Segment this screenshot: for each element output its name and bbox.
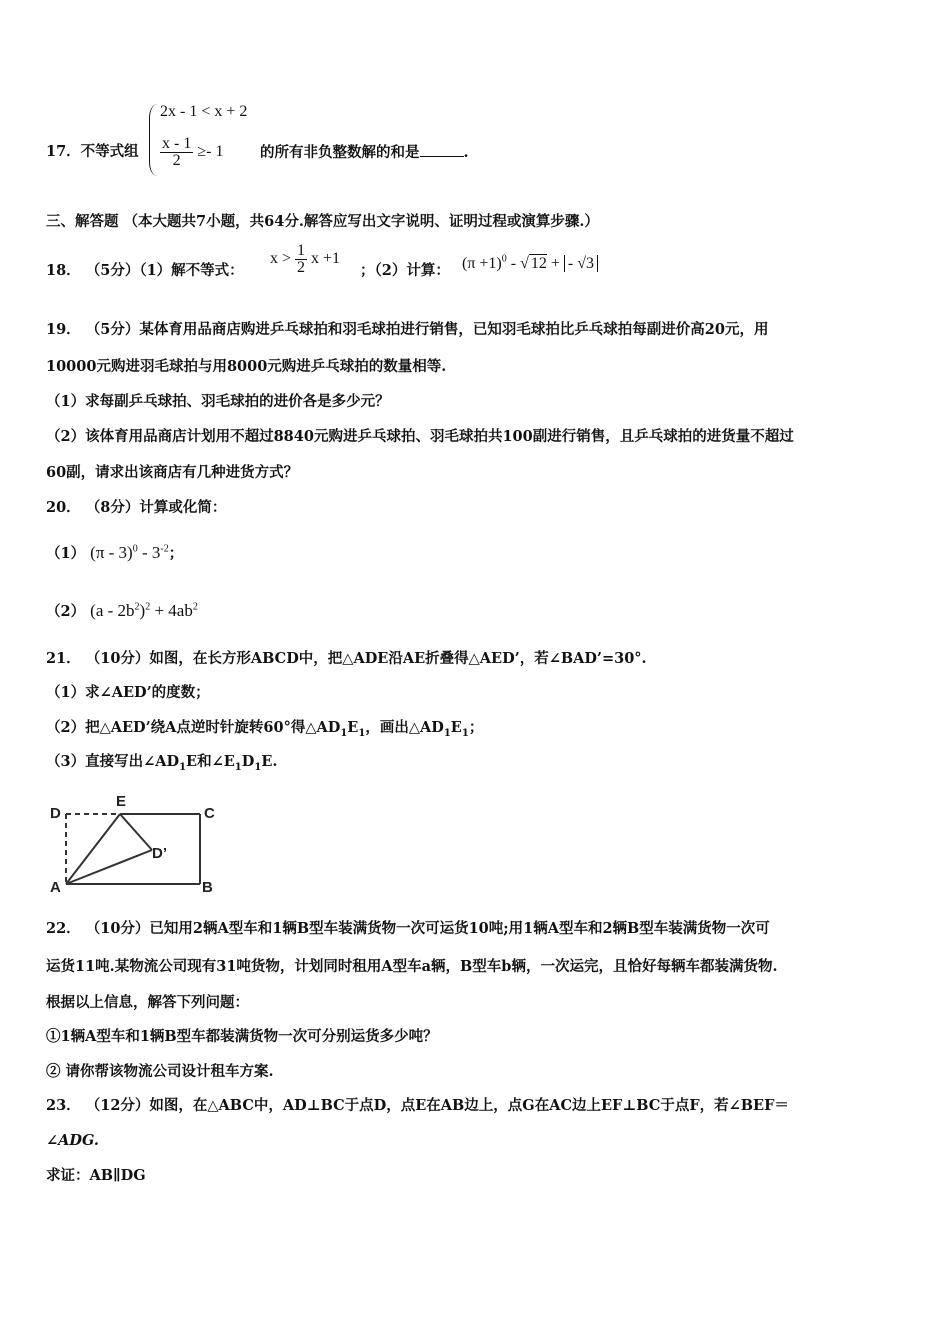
q22-line-1: 22． （10分）已知用2辆A型车和1辆B型车装满货物一次可运货10吨;用1辆A型车和2辆B型车装满货物一次可 <box>46 920 770 937</box>
q17-inequality-2: $\frac{x - 1}{2}$ ≥- 1 <box>162 135 224 169</box>
label-d: D <box>50 805 61 822</box>
q22-line-3: 根据以上信息，解答下列问题： <box>46 994 249 1011</box>
q20-part-1: （1） $(\pi - 3)^0 - 3^{-2}$； <box>46 543 184 562</box>
rectangle-figure <box>48 788 223 896</box>
q23-line-2: ∠ADG. <box>46 1132 99 1149</box>
q22-line-2: 运货11吨.某物流公司现有31吨货物，计划同时租用A型车a辆，B型车b辆，一次运完，且恰好每辆车都装满货物. <box>46 958 778 975</box>
q20-line-1: 20． （8分）计算或化简： <box>46 499 227 516</box>
q19-line-2: 10000元购进羽毛球拍与用8000元购进乒乓球拍的数量相等. <box>46 358 447 375</box>
q19-line-3: （1）求每副乒乓球拍、羽毛球拍的进价各是多少元？ <box>46 393 390 410</box>
q20-part-2: （2） $(a - 2b^2)^2 + 4ab^2$ <box>46 601 198 620</box>
q18-part2: ；（2）计算： <box>360 262 450 279</box>
q18-calculation: $(\pi +1)^0$ - √ 12 + - √3 <box>462 255 598 273</box>
q21-line-2: （1）求∠AED’的度数； <box>46 684 210 701</box>
label-d-prime: D’ <box>152 845 167 862</box>
q17-label: 17．不等式组 <box>46 143 139 160</box>
label-e: E <box>116 793 127 810</box>
label-a: A <box>50 879 61 896</box>
q17-inequality-1: 2x - 1 < x + 2 <box>160 103 248 120</box>
q17-question: 的所有非负整数解的和是 . <box>260 144 469 161</box>
q18-inequality: x > $\frac{1}{2}$ x +1 <box>270 242 341 276</box>
q19-line-4: （2）该体育用品商店计划用不超过8840元购进乒乓球拍、羽毛球拍共100副进行销售，且乒乓球拍的进货量不超过 <box>46 428 794 445</box>
q22-line-4: ①1辆A型车和1辆B型车都装满货物一次可分别运货多少吨？ <box>46 1028 438 1045</box>
q22-line-5: ② 请你帮该物流公司设计租车方案. <box>46 1063 274 1080</box>
system-brace <box>149 104 158 176</box>
segment-ed-prime <box>120 814 152 850</box>
answer-blank <box>420 142 464 157</box>
q21-line-4: （3）直接写出$\angle AD_1E$和$\angle E_1D_1E$. <box>46 753 278 773</box>
q19-line-1: 19． （5分）某体育用品商店购进乒乓球拍和羽毛球拍进行销售，已知羽毛球拍比乒乓球拍每副进价高20元，用 <box>46 321 769 338</box>
label-c: C <box>204 805 215 822</box>
q23-line-1: 23． （12分）如图，在△ABC中，AD⊥BC于点D，点E在AB边上，点G在AC边上EF⊥BC于点F，若∠BEF＝ <box>46 1097 789 1114</box>
q21-line-1: 21． （10分）如图，在长方形ABCD中，把△ADE沿AE折叠得△AED’，若∠BAD’=30°. <box>46 650 647 667</box>
q21-line-3: （2）把△AED’绕A点逆时针旋转60°得$\triangle AD_1E_1$，画出$\triangle AD_1E_1$； <box>46 719 484 739</box>
q23-line-3: 求证：AB∥DG <box>46 1167 146 1184</box>
label-b: B <box>202 879 213 896</box>
q18-label: 18． （5分）（1）解不等式： <box>46 262 244 279</box>
q19-line-5: 60副，请求出该商店有几种进货方式？ <box>46 464 299 481</box>
section-3-heading: 三、解答题 （本大题共7小题，共64分.解答应写出文字说明、证明过程或演算步骤.） <box>46 213 599 230</box>
